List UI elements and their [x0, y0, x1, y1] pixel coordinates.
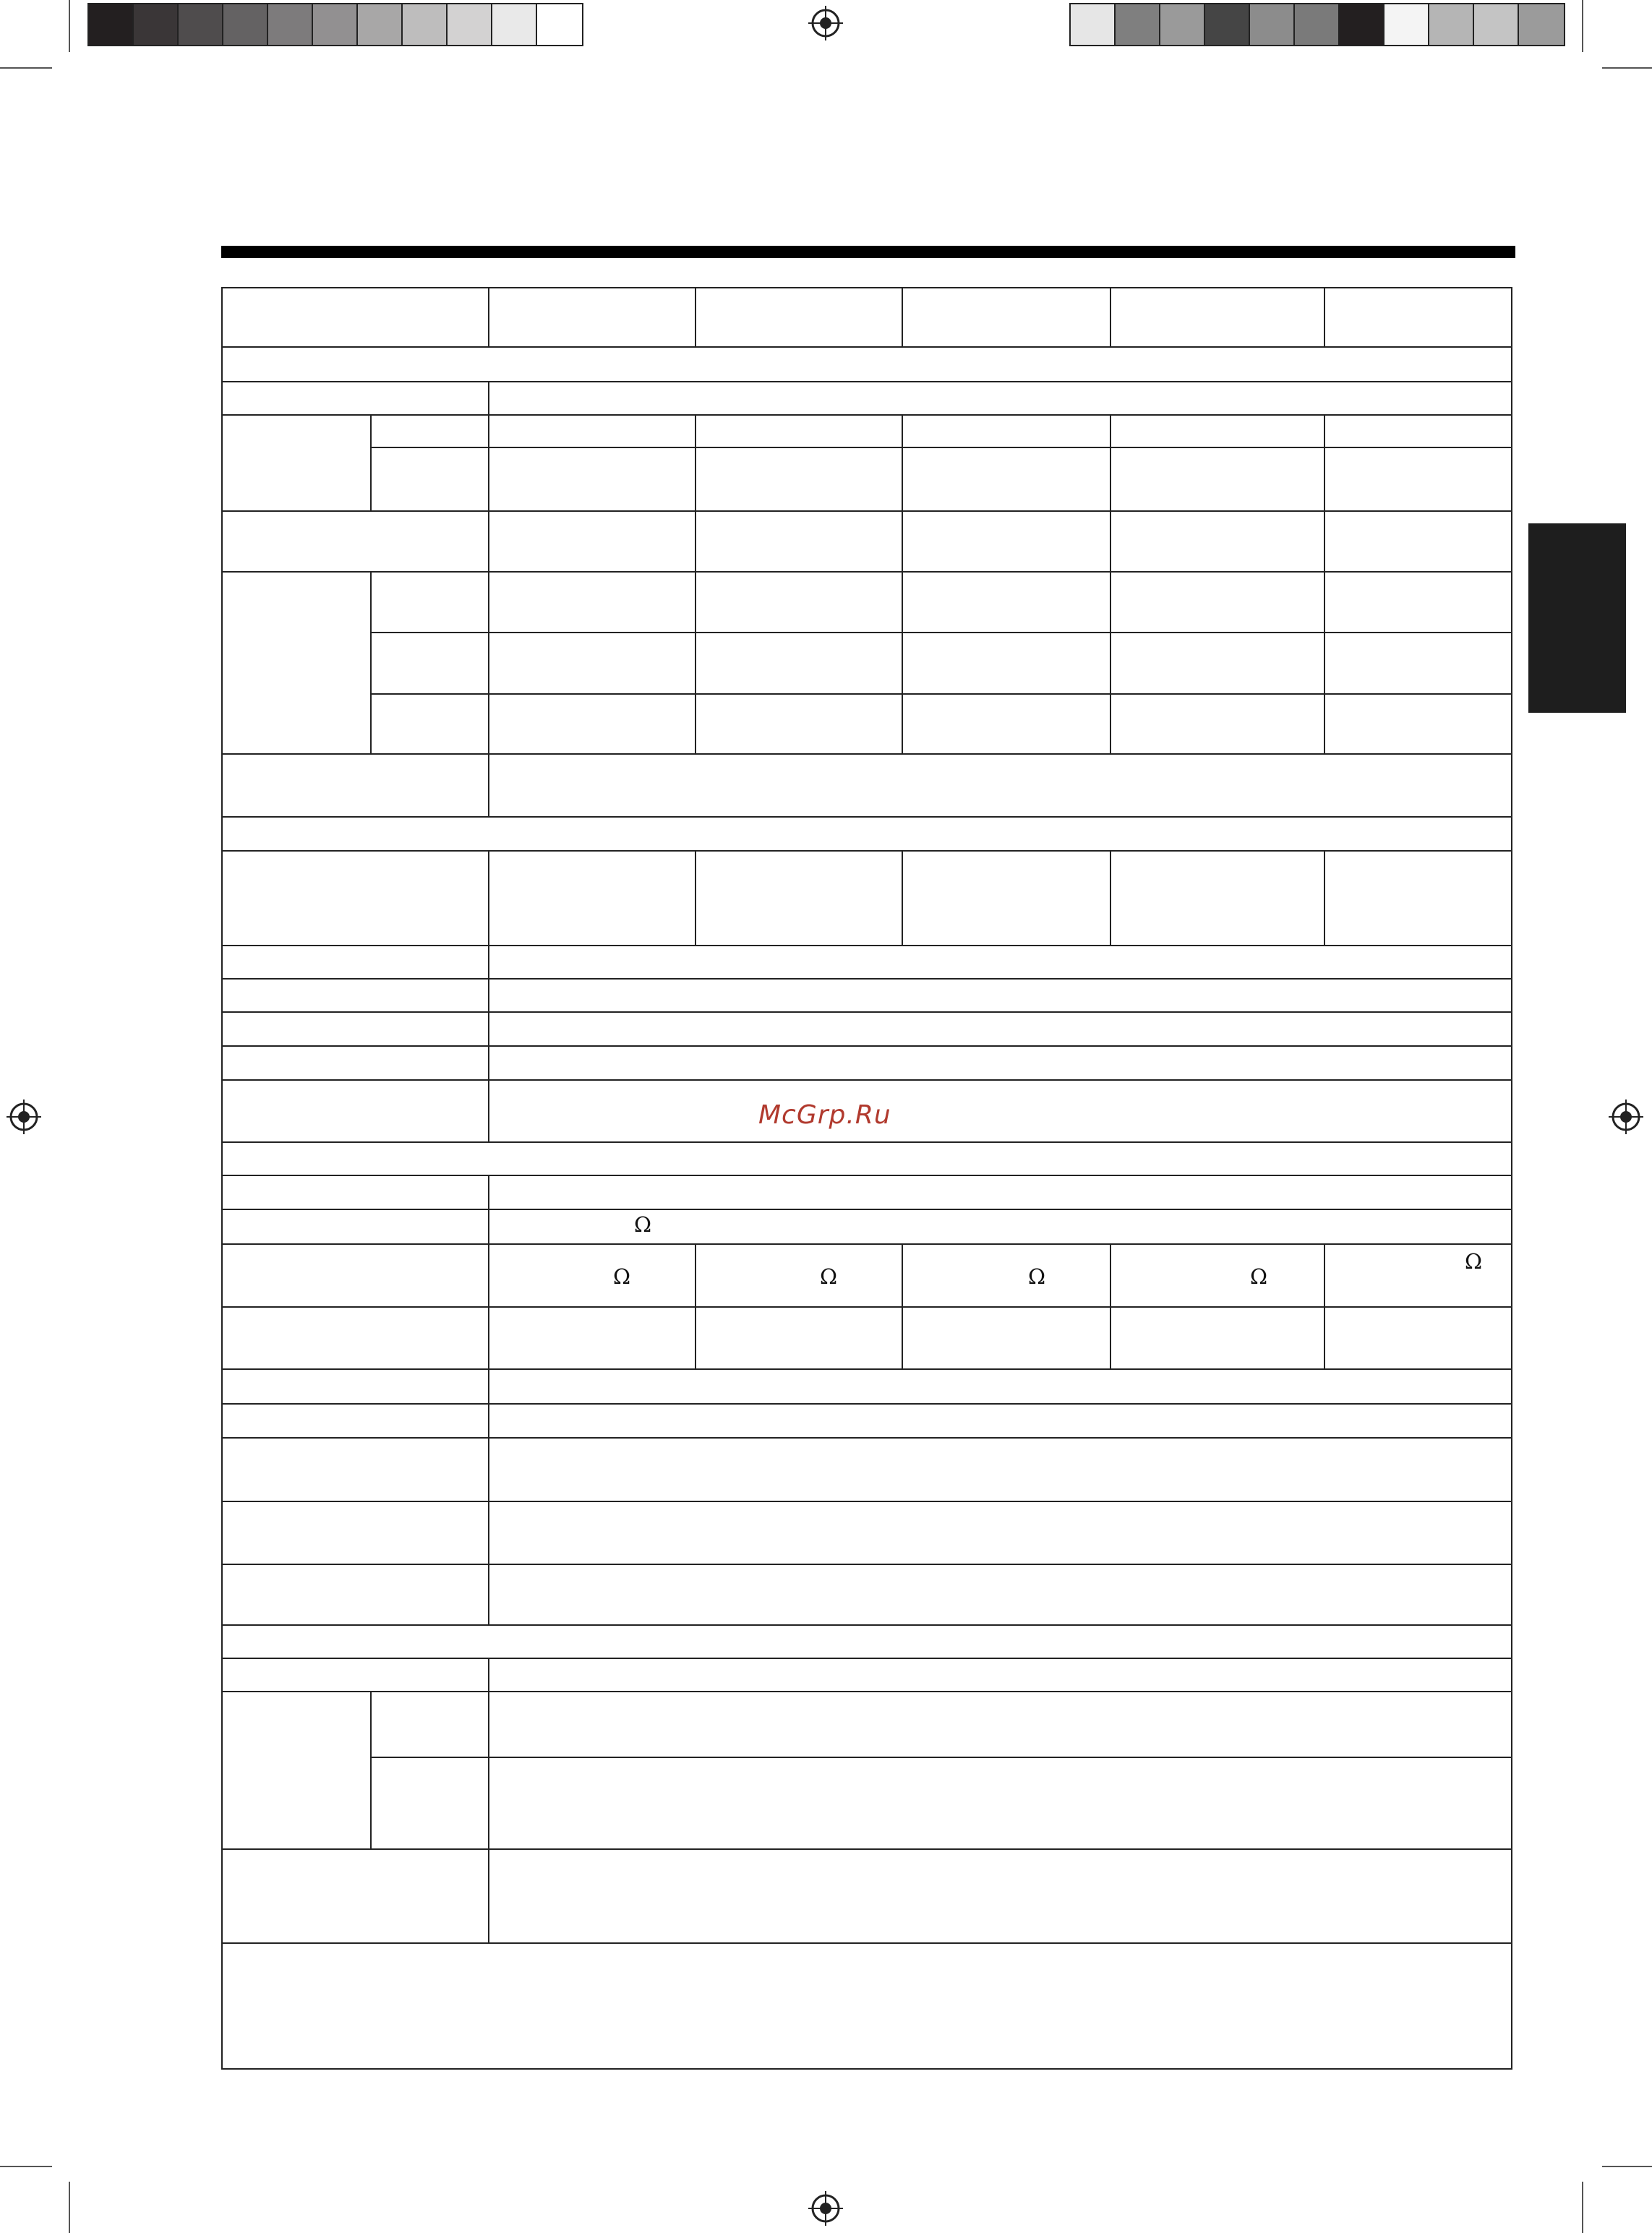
crop-mark [0, 2166, 52, 2167]
color-swatch [1295, 4, 1340, 45]
crop-mark [0, 67, 52, 69]
ohm-symbol: Ω [820, 1264, 838, 1289]
heading-rule [221, 246, 1515, 258]
crop-mark [1582, 0, 1583, 52]
color-swatch [492, 4, 537, 45]
color-swatch [1429, 4, 1474, 45]
crop-mark [1602, 67, 1652, 69]
registration-mark-icon [7, 1100, 41, 1134]
color-swatch [1071, 4, 1116, 45]
color-swatch [448, 4, 492, 45]
crop-mark [69, 0, 70, 52]
registration-swatch-bar-left [87, 3, 583, 46]
color-swatch [313, 4, 358, 45]
color-swatch [1250, 4, 1295, 45]
color-swatch [1160, 4, 1205, 45]
section-tab-marker [1528, 523, 1626, 713]
color-swatch [1519, 4, 1564, 45]
color-swatch [403, 4, 448, 45]
crop-mark [69, 2182, 70, 2233]
watermark-text: McGrp.Ru [758, 1100, 891, 1130]
color-swatch [1116, 4, 1160, 45]
specification-table [221, 287, 1512, 2070]
color-swatch [223, 4, 268, 45]
registration-mark-icon [808, 2191, 843, 2226]
color-swatch [134, 4, 179, 45]
registration-mark-icon [1609, 1100, 1643, 1134]
color-swatch [1384, 4, 1429, 45]
ohm-symbol: Ω [1028, 1264, 1046, 1289]
registration-mark-icon [808, 6, 843, 40]
color-swatch [1474, 4, 1519, 45]
color-swatch [1205, 4, 1250, 45]
color-swatch [358, 4, 403, 45]
color-swatch [1340, 4, 1384, 45]
color-swatch [268, 4, 313, 45]
specification-table-grid [221, 287, 1512, 2070]
crop-mark [1582, 2182, 1583, 2233]
registration-swatch-bar-right [1069, 3, 1565, 46]
color-swatch [179, 4, 223, 45]
ohm-symbol: Ω [634, 1212, 652, 1237]
crop-mark [1602, 2166, 1652, 2167]
ohm-symbol: Ω [613, 1264, 631, 1289]
ohm-symbol: Ω [1250, 1264, 1268, 1289]
ohm-symbol: Ω [1465, 1249, 1483, 1274]
color-swatch [89, 4, 134, 45]
color-swatch [537, 4, 582, 45]
